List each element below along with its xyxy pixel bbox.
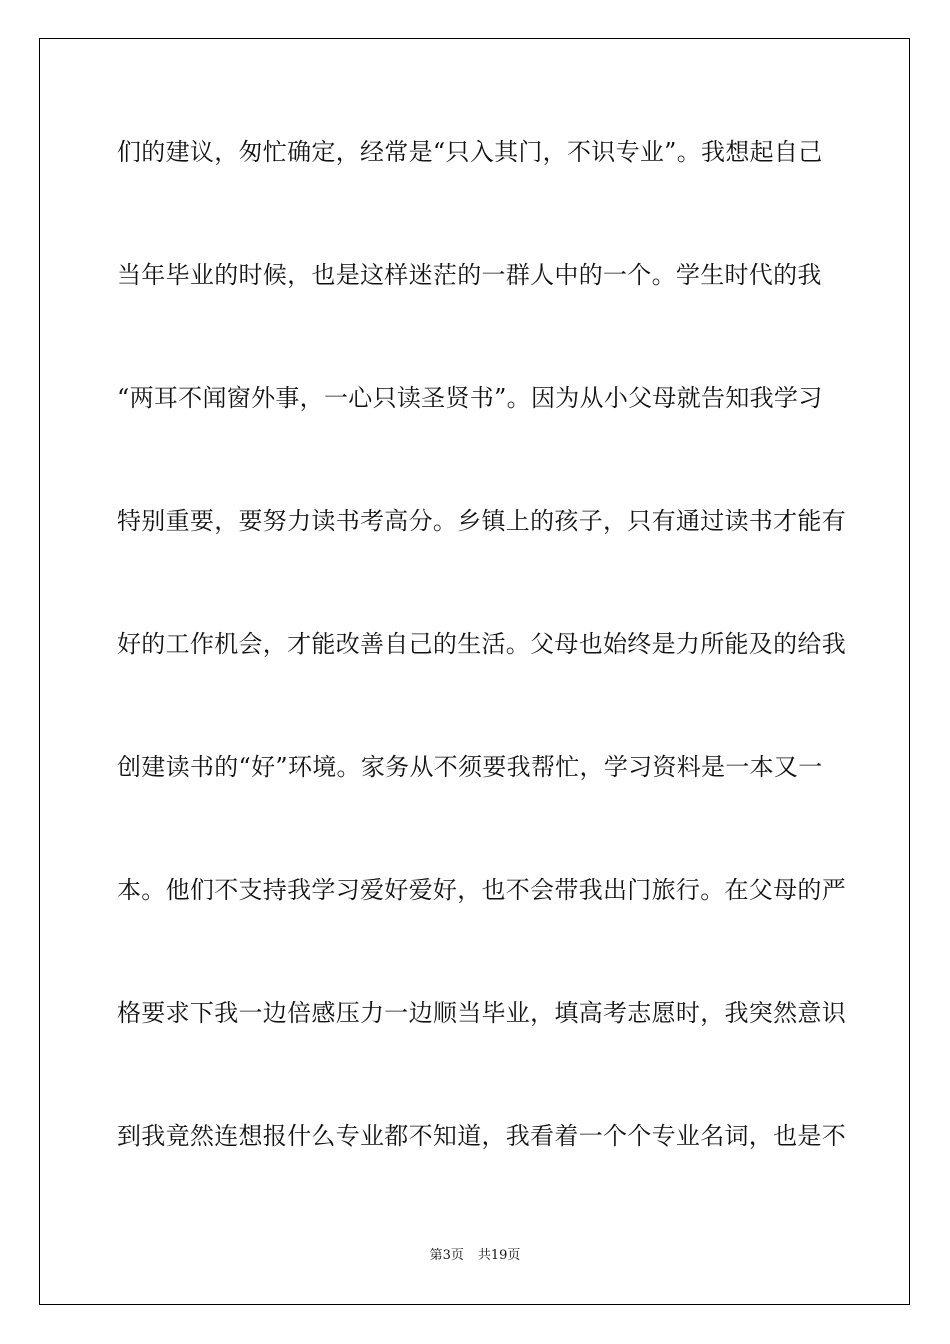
paragraph-line-5: 好的工作机会，才能改善自己的生活。父母也始终是力所能及的给我 (117, 630, 846, 658)
page-footer (0, 1247, 950, 1265)
paragraph-line-4: 特别重要，要努力读书考高分。乡镇上的孩子，只有通过读书才能有 (117, 507, 846, 535)
paragraph-line-2: 当年毕业的时候，也是这样迷茫的一群人中的一个。学生时代的我 (117, 261, 822, 289)
paragraph-line-6: 创建读书的“好”环境。家务从不须要我帮忙，学习资料是一本又一 (117, 753, 823, 781)
paragraph-line-7: 本。他们不支持我学习爱好爱好，也不会带我出门旅行。在父母的严 (117, 876, 846, 904)
paragraph-line-8: 格要求下我一边倍感压力一边顺当毕业，填高考志愿时，我突然意识 (117, 999, 846, 1027)
paragraph-line-1: 们的建议，匆忙确定，经常是“只入其门，不识专业”。我想起自己 (117, 138, 823, 166)
paragraph-line-9: 到我竟然连想报什么专业都不知道，我看着一个个专业名词，也是不 (117, 1122, 846, 1150)
page-border (39, 38, 910, 1305)
paragraph-line-3: “两耳不闻窗外事，一心只读圣贤书”。因为从小父母就告知我学习 (117, 384, 823, 412)
total-pages: 共19页 (477, 1248, 521, 1263)
page-number: 第3页 (429, 1248, 464, 1263)
